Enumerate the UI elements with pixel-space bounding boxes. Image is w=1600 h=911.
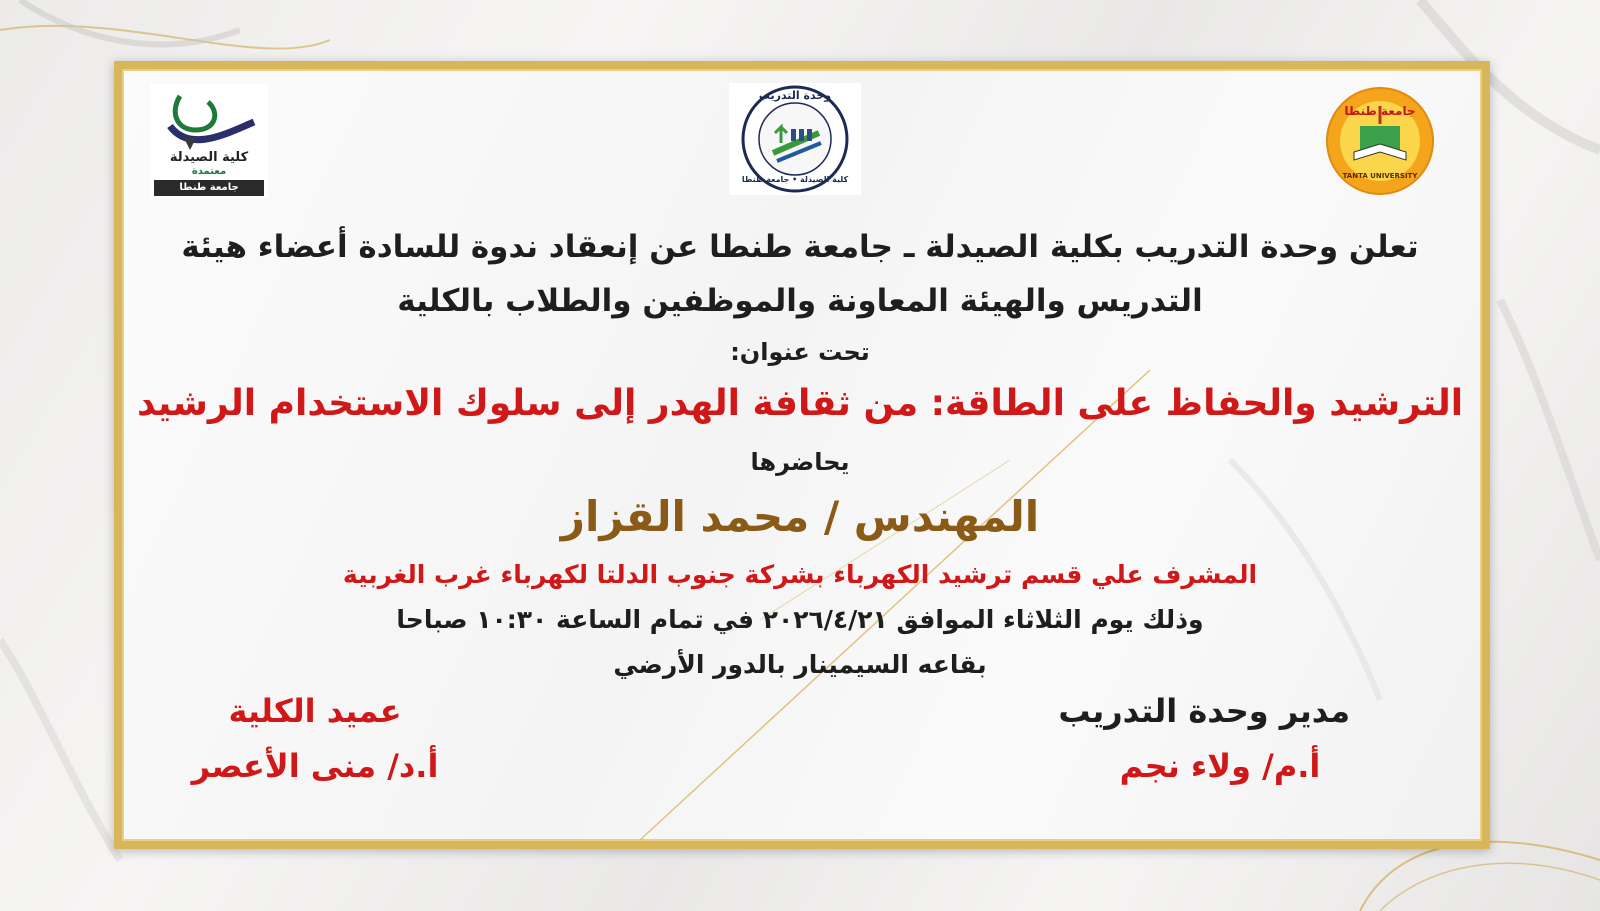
seminar-title: الترشيد والحفاظ على الطاقة: من ثقافة الهدر إلى سلوك الاستخدام الرشيد [136,383,1464,424]
training-unit-logo [729,83,861,195]
university-logo-top: جامعة طنطا [1344,104,1416,118]
lecturer-name: المهندس / محمد القزاز [560,492,1040,541]
pharmacy-logo-line1: كلية الصيدلة [169,150,249,165]
training-unit-logo-bottom: كلية الصيدلة • جامعة طنطا [741,175,849,184]
seminar-location: بقاعه السيمينار بالدور الأرضي [613,650,987,679]
lecturer-position: المشرف علي قسم ترشيد الكهرباء بشركة جنوب الدلتا لكهرباء غرب الغربية [342,560,1258,589]
university-logo-bottom: TANTA UNIVERSITY [1342,172,1418,180]
pharmacy-logo-line3: جامعة طنطا [154,180,264,196]
seminar-datetime: وذلك يوم الثلاثاء الموافق ٢٠٢٦/٤/٢١ في تمام الساعة ١٠:٣٠ صباحا [396,605,1204,634]
signature-left-name: أ.د/ منى الأعصر [191,747,439,785]
announcement-intro-line1: تعلن وحدة التدريب بكلية الصيدلة ـ جامعة طنطا عن إنعقاد ندوة للسادة أعضاء هيئة [181,229,1419,265]
training-unit-logo-top: وحدة التدريب [758,89,832,102]
lecturer-label: يحاضرها [750,448,850,476]
announcement-intro-line2: التدريس والهيئة المعاونة والموظفين والطلاب بالكلية [397,283,1203,319]
signature-right-name: أ.م/ ولاء نجم [1119,747,1321,785]
pharmacy-logo-line2: معتمدة [191,166,227,177]
pharmacy-college-logo [150,84,268,198]
signature-right-role: مدير وحدة التدريب [1058,692,1350,730]
tanta-university-logo [1320,86,1440,196]
signature-left-role: عميد الكلية [228,692,402,730]
title-label: تحت عنوان: [730,338,870,366]
